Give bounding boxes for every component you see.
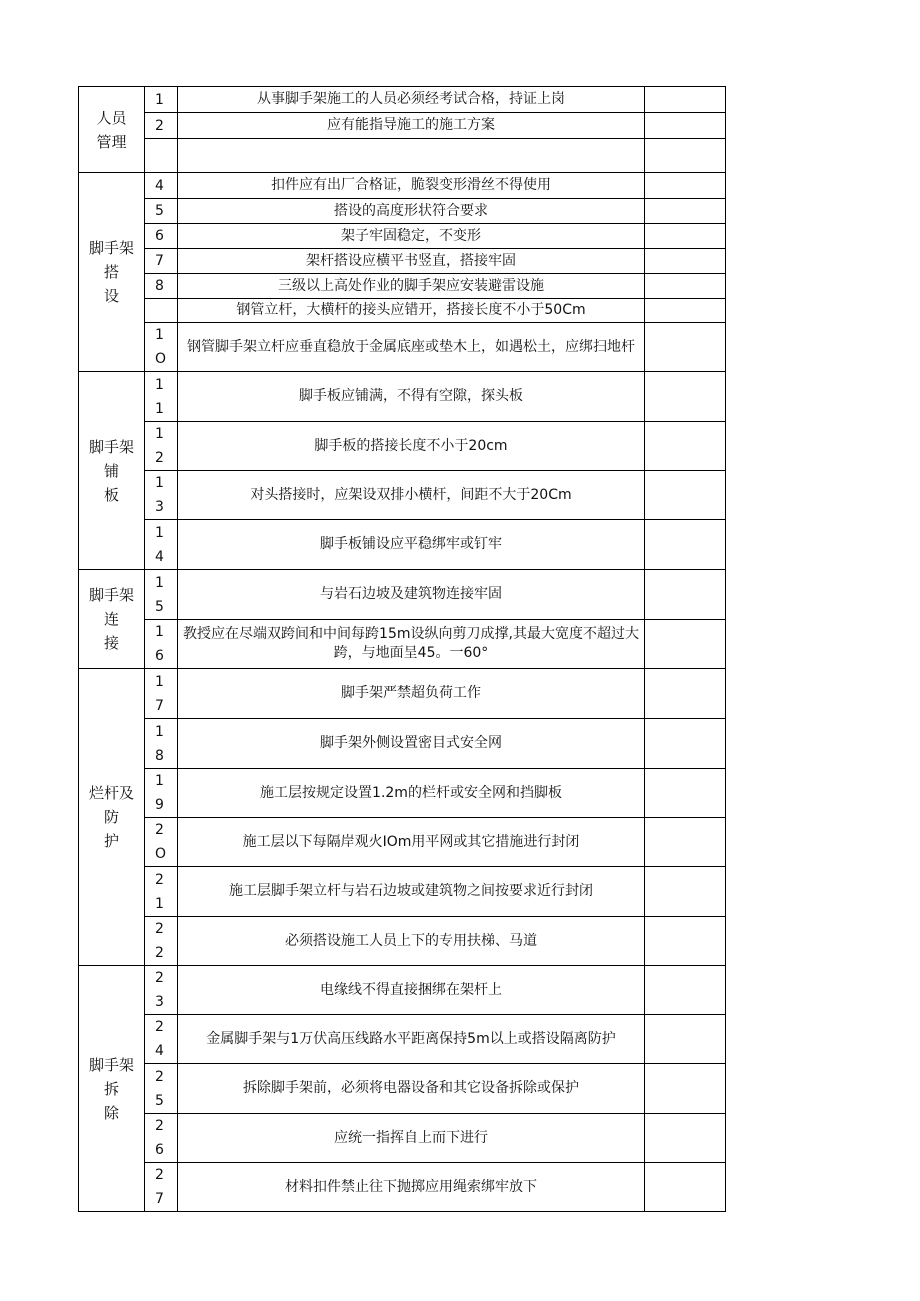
category-text-line: 人员	[96, 108, 127, 127]
check-item-cell: 钢管脚手架立杆应垂直稳放于金属底座或垫木上，如遇松土，应绑扫地杆	[178, 323, 645, 372]
result-cell	[645, 173, 726, 199]
check-item-cell: 教授应在尽端双跨间和中间每跨15m设纵向剪刀成撑,其最大宽度不超过大跨，与地面呈45。一60°	[178, 620, 645, 669]
result-cell	[645, 274, 726, 299]
table-row	[79, 224, 726, 249]
result-cell	[645, 570, 726, 620]
check-item-cell: 材料扣件禁止往下抛掷应用绳索绑牢放下	[178, 1163, 645, 1212]
table-row	[79, 1064, 726, 1114]
category-text-line: 管理	[96, 132, 127, 151]
item-number-cell: 4	[145, 173, 178, 199]
category-text-line: 除	[103, 1103, 119, 1122]
table-row	[79, 87, 726, 113]
result-cell	[645, 139, 726, 173]
item-number-cell: 1 3	[145, 471, 178, 520]
category-text-line: 脚手架搭	[88, 239, 134, 281]
result-cell	[645, 199, 726, 224]
check-item-cell: 架子牢固稳定，不变形	[178, 224, 645, 249]
result-cell	[645, 471, 726, 520]
table-row	[79, 113, 726, 139]
table-row	[79, 1114, 726, 1163]
item-number-cell	[145, 299, 178, 323]
table-row	[79, 1015, 726, 1064]
result-cell	[645, 1015, 726, 1064]
item-number-cell: 2 5	[145, 1064, 178, 1114]
category-cell	[79, 570, 145, 669]
item-number-cell: 8	[145, 274, 178, 299]
result-cell	[645, 966, 726, 1015]
inspection-table	[78, 86, 726, 1212]
check-item-cell: 脚手架严禁超负荷工作	[178, 669, 645, 719]
item-number-cell: 1 5	[145, 570, 178, 620]
check-item-cell: 施工层脚手架立杆与岩石边坡或建筑物之间按要求近行封闭	[178, 867, 645, 917]
item-number-cell: 2 3	[145, 966, 178, 1015]
table-row	[79, 422, 726, 471]
table-row	[79, 669, 726, 719]
item-number-cell: 2 6	[145, 1114, 178, 1163]
result-cell	[645, 113, 726, 139]
check-item-cell: 施工层以下每隔岸观火IOm用平网或其它措施进行封闭	[178, 818, 645, 867]
item-number-cell: 2 1	[145, 867, 178, 917]
item-number-cell: 2 O	[145, 818, 178, 867]
check-item-cell: 从事脚手架施工的人员必须经考试合格，持证上岗	[178, 87, 645, 113]
table-row	[79, 274, 726, 299]
item-number-cell	[145, 139, 178, 173]
check-item-cell: 扣件应有出厂合格证，脆裂变形滑丝不得使用	[178, 173, 645, 199]
scaffold-inspection-sheet	[78, 86, 725, 1212]
item-number-cell: 1 6	[145, 620, 178, 669]
check-item-cell: 搭设的高度形状符合要求	[178, 199, 645, 224]
check-item-cell: 脚手板铺设应平稳绑牢或钉牢	[178, 520, 645, 570]
category-text-line: 脚手架拆	[88, 1055, 134, 1098]
check-item-cell: 施工层按规定设置1.2m的栏杆或安全网和挡脚板	[178, 769, 645, 818]
check-item-cell: 金属脚手架与1万伏高压线路水平距离保持5m以上或搭设隔离防护	[178, 1015, 645, 1064]
check-item-cell: 应有能指导施工的施工方案	[178, 113, 645, 139]
table-row	[79, 199, 726, 224]
table-row	[79, 917, 726, 966]
item-number-cell: 5	[145, 199, 178, 224]
table-row	[79, 520, 726, 570]
check-item-cell: 必须搭设施工人员上下的专用扶梯、马道	[178, 917, 645, 966]
category-text-line: 护	[103, 832, 119, 850]
category-cell	[79, 966, 145, 1212]
check-item-cell: 与岩石边坡及建筑物连接牢固	[178, 570, 645, 620]
table-row	[79, 173, 726, 199]
item-number-cell: 1 1	[145, 372, 178, 422]
table-row	[79, 139, 726, 173]
table-row	[79, 1163, 726, 1212]
item-number-cell: 1 8	[145, 719, 178, 769]
table-row	[79, 249, 726, 274]
table-row	[79, 323, 726, 372]
category-text-line: 脚手架连	[88, 586, 134, 628]
item-number-cell: 7	[145, 249, 178, 274]
check-item-cell: 电缘线不得直接捆绑在架杆上	[178, 966, 645, 1015]
result-cell	[645, 1064, 726, 1114]
category-cell	[79, 173, 145, 372]
check-item-cell: 对头搭接时，应架设双排小横杆，间距不大于20Cm	[178, 471, 645, 520]
item-number-cell: 1 2	[145, 422, 178, 471]
table-row	[79, 818, 726, 867]
check-item-cell: 应统一指挥自上而下进行	[178, 1114, 645, 1163]
result-cell	[645, 867, 726, 917]
result-cell	[645, 1163, 726, 1212]
check-item-cell	[178, 139, 645, 173]
check-item-cell: 钢管立杆，大横杆的接头应错开，搭接长度不小于50Cm	[178, 299, 645, 323]
check-item-cell: 脚手架外侧设置密目式安全网	[178, 719, 645, 769]
category-text-line: 接	[103, 634, 119, 652]
result-cell	[645, 719, 726, 769]
result-cell	[645, 520, 726, 570]
category-text-line: 脚手架铺	[88, 437, 134, 480]
check-item-cell: 三级以上高处作业的脚手架应安装避雷设施	[178, 274, 645, 299]
check-item-cell: 架杆搭设应横平书竖直，搭接牢固	[178, 249, 645, 274]
item-number-cell: 2 7	[145, 1163, 178, 1212]
result-cell	[645, 323, 726, 372]
table-row	[79, 372, 726, 422]
result-cell	[645, 299, 726, 323]
result-cell	[645, 372, 726, 422]
result-cell	[645, 422, 726, 471]
result-cell	[645, 87, 726, 113]
item-number-cell: 2 4	[145, 1015, 178, 1064]
item-number-cell: 1	[145, 87, 178, 113]
table-row	[79, 769, 726, 818]
item-number-cell: 2	[145, 113, 178, 139]
item-number-cell: 1 9	[145, 769, 178, 818]
table-row	[79, 719, 726, 769]
table-row	[79, 867, 726, 917]
category-cell	[79, 372, 145, 570]
result-cell	[645, 249, 726, 274]
result-cell	[645, 620, 726, 669]
result-cell	[645, 224, 726, 249]
category-text-line: 设	[103, 287, 119, 305]
result-cell	[645, 1114, 726, 1163]
category-text-line: 板	[103, 485, 119, 504]
table-row	[79, 570, 726, 620]
result-cell	[645, 769, 726, 818]
result-cell	[645, 818, 726, 867]
check-item-cell: 脚手板的搭接长度不小于20cm	[178, 422, 645, 471]
item-number-cell: 1 7	[145, 669, 178, 719]
item-number-cell: 1 4	[145, 520, 178, 570]
item-number-cell: 6	[145, 224, 178, 249]
category-cell	[79, 87, 145, 173]
check-item-cell: 拆除脚手架前，必须将电器设备和其它设备拆除或保护	[178, 1064, 645, 1114]
table-row	[79, 471, 726, 520]
result-cell	[645, 917, 726, 966]
table-row	[79, 299, 726, 323]
category-cell	[79, 669, 145, 966]
category-text-line: 烂杆及防	[88, 784, 134, 826]
check-item-cell: 脚手板应铺满，不得有空隙，探头板	[178, 372, 645, 422]
item-number-cell: 1 O	[145, 323, 178, 372]
result-cell	[645, 669, 726, 719]
table-row	[79, 966, 726, 1015]
table-row	[79, 620, 726, 669]
item-number-cell: 2 2	[145, 917, 178, 966]
